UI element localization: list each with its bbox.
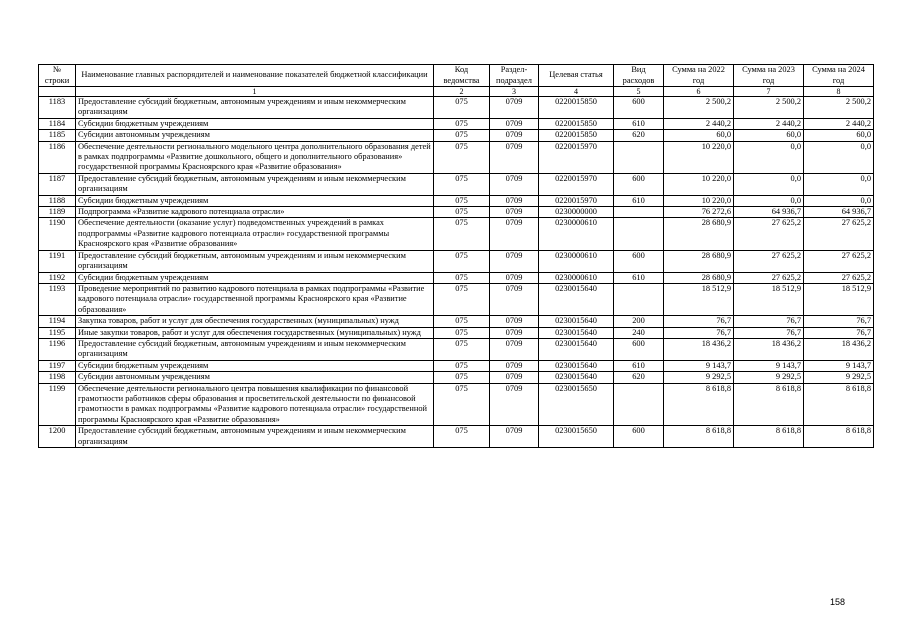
target-article-cell: 0230015640 [539,283,614,315]
table-row [39,118,874,129]
row-number-cell: 1189 [39,207,76,218]
row-number-cell: 1195 [39,327,76,338]
header-sum-2022: Сумма на 2022 год [664,65,734,87]
table-row [39,327,874,338]
expense-type-cell: 600 [614,426,664,448]
column-number [39,87,76,97]
sum-2024-cell: 27 625,2 [804,218,874,250]
sum-2022-cell: 76,7 [664,327,734,338]
table-row [39,250,874,272]
sum-2023-cell: 8 618,8 [734,383,804,426]
department-code-cell: 075 [434,383,490,426]
sum-2022-cell: 8 618,8 [664,426,734,448]
sum-2024-cell: 76,7 [804,327,874,338]
header-sum-2024: Сумма на 2024 год [804,65,874,87]
expense-type-cell: 610 [614,118,664,129]
table-row [39,97,874,119]
column-number: 5 [614,87,664,97]
section-cell: 0709 [490,316,539,327]
target-article-cell: 0230015650 [539,426,614,448]
department-code-cell: 075 [434,97,490,119]
row-name-cell: Обеспечение деятельности регионального центра повышения квалификации по финансовой грамотности работников сферы образования и просветительской деятельности по финансовой грамотности в рамках подпрограммы «Развитие кадрового потенциала отрасли» государственной программы Красноярского края «Развитие образования» [76,383,434,426]
row-name-cell: Предоставление субсидий бюджетным, автономным учреждениям и иным некоммерческим организациям [76,173,434,195]
department-code-cell: 075 [434,272,490,283]
page-number: 158 [830,597,846,607]
section-cell: 0709 [490,195,539,206]
expense-type-cell: 240 [614,327,664,338]
row-name-cell: Субсидии бюджетным учреждениям [76,360,434,371]
department-code-cell: 075 [434,327,490,338]
expense-type-cell: 600 [614,250,664,272]
header-expense-type: Вид расходов [614,65,664,87]
table-row [39,316,874,327]
sum-2023-cell: 27 625,2 [734,250,804,272]
table-row [39,372,874,383]
table-row [39,207,874,218]
header-name: Наименование главных распорядителей и наименование показателей бюджетной классификации [76,65,434,87]
sum-2022-cell: 9 292,5 [664,372,734,383]
row-name-cell: Подпрограмма «Развитие кадрового потенциала отрасли» [76,207,434,218]
sum-2023-cell: 27 625,2 [734,218,804,250]
expense-type-cell [614,141,664,173]
section-cell: 0709 [490,118,539,129]
row-name-cell: Обеспечение деятельности (оказание услуг) подведомственных учреждений в рамках подпрограммы «Развитие кадрового потенциала отрасли» государственной программы Красноярского края «Развитие образования» [76,218,434,250]
department-code-cell: 075 [434,195,490,206]
section-cell: 0709 [490,372,539,383]
department-code-cell: 075 [434,426,490,448]
target-article-cell: 0230015640 [539,372,614,383]
sum-2024-cell: 0,0 [804,141,874,173]
sum-2022-cell: 10 220,0 [664,195,734,206]
section-cell: 0709 [490,360,539,371]
expense-type-cell: 620 [614,130,664,141]
section-cell: 0709 [490,327,539,338]
section-cell: 0709 [490,218,539,250]
row-number-cell: 1196 [39,338,76,360]
header-section: Раздел-подраздел [490,65,539,87]
sum-2024-cell: 2 440,2 [804,118,874,129]
row-name-cell: Предоставление субсидий бюджетным, автономным учреждениям и иным некоммерческим организациям [76,426,434,448]
sum-2024-cell: 27 625,2 [804,250,874,272]
row-number-cell: 1191 [39,250,76,272]
expense-type-cell [614,383,664,426]
target-article-cell: 0230015640 [539,316,614,327]
column-number-row [39,87,874,97]
sum-2023-cell: 18 512,9 [734,283,804,315]
target-article-cell: 0220015970 [539,141,614,173]
sum-2022-cell: 2 440,2 [664,118,734,129]
sum-2024-cell: 60,0 [804,130,874,141]
row-number-cell: 1198 [39,372,76,383]
row-number-cell: 1186 [39,141,76,173]
department-code-cell: 075 [434,218,490,250]
department-code-cell: 075 [434,338,490,360]
row-name-cell: Иные закупки товаров, работ и услуг для обеспечения государственных (муниципальных) нужд [76,327,434,338]
row-number-cell: 1183 [39,97,76,119]
sum-2022-cell: 10 220,0 [664,141,734,173]
budget-table [38,64,874,448]
table-row [39,130,874,141]
sum-2024-cell: 27 625,2 [804,272,874,283]
row-name-cell: Субсидии бюджетным учреждениям [76,195,434,206]
table-row [39,195,874,206]
row-name-cell: Предоставление субсидий бюджетным, автономным учреждениям и иным некоммерческим организациям [76,338,434,360]
sum-2022-cell: 2 500,2 [664,97,734,119]
row-number-cell: 1187 [39,173,76,195]
table-row [39,338,874,360]
table-row [39,360,874,371]
section-cell: 0709 [490,207,539,218]
sum-2024-cell: 18 436,2 [804,338,874,360]
sum-2023-cell: 2 440,2 [734,118,804,129]
row-number-cell: 1192 [39,272,76,283]
target-article-cell: 0220015850 [539,118,614,129]
expense-type-cell: 610 [614,272,664,283]
sum-2023-cell: 27 625,2 [734,272,804,283]
department-code-cell: 075 [434,250,490,272]
sum-2022-cell: 18 436,2 [664,338,734,360]
department-code-cell: 075 [434,283,490,315]
target-article-cell: 0230000610 [539,272,614,283]
section-cell: 0709 [490,426,539,448]
section-cell: 0709 [490,250,539,272]
row-name-cell: Субсидии автономным учреждениям [76,372,434,383]
sum-2022-cell: 60,0 [664,130,734,141]
target-article-cell: 0230015640 [539,338,614,360]
row-number-cell: 1184 [39,118,76,129]
expense-type-cell: 600 [614,97,664,119]
sum-2022-cell: 8 618,8 [664,383,734,426]
sum-2024-cell: 9 143,7 [804,360,874,371]
row-name-cell: Обеспечение деятельности регионального модельного центра дополнительного образования детей в рамках подпрограммы «Развитие дошкольного, общего и дополнительного образования» государственной программы Красноярского края «Развитие образования» [76,141,434,173]
sum-2024-cell: 64 936,7 [804,207,874,218]
target-article-cell: 0220015970 [539,195,614,206]
sum-2023-cell: 0,0 [734,173,804,195]
table-header-row [39,65,874,87]
section-cell: 0709 [490,283,539,315]
row-name-cell: Предоставление субсидий бюджетным, автономным учреждениям и иным некоммерческим организациям [76,250,434,272]
sum-2023-cell: 9 143,7 [734,360,804,371]
row-name-cell: Закупка товаров, работ и услуг для обеспечения государственных (муниципальных) нужд [76,316,434,327]
row-number-cell: 1190 [39,218,76,250]
sum-2022-cell: 76 272,6 [664,207,734,218]
section-cell: 0709 [490,383,539,426]
row-number-cell: 1193 [39,283,76,315]
row-number-cell: 1199 [39,383,76,426]
sum-2023-cell: 76,7 [734,316,804,327]
sum-2022-cell: 28 680,9 [664,250,734,272]
sum-2022-cell: 18 512,9 [664,283,734,315]
target-article-cell: 0230015640 [539,360,614,371]
row-number-cell: 1185 [39,130,76,141]
expense-type-cell: 610 [614,360,664,371]
section-cell: 0709 [490,272,539,283]
row-name-cell: Субсидии автономным учреждениям [76,130,434,141]
column-number: 8 [804,87,874,97]
table-row [39,383,874,426]
department-code-cell: 075 [434,360,490,371]
expense-type-cell: 600 [614,173,664,195]
expense-type-cell: 610 [614,195,664,206]
column-number: 6 [664,87,734,97]
section-cell: 0709 [490,141,539,173]
row-number-cell: 1188 [39,195,76,206]
target-article-cell: 0220015850 [539,130,614,141]
section-cell: 0709 [490,130,539,141]
column-number: 3 [490,87,539,97]
header-row-number: № строки [39,65,76,87]
table-body [39,97,874,448]
row-number-cell: 1197 [39,360,76,371]
sum-2022-cell: 28 680,9 [664,272,734,283]
sum-2024-cell: 2 500,2 [804,97,874,119]
header-sum-2023: Сумма на 2023 год [734,65,804,87]
sum-2022-cell: 10 220,0 [664,173,734,195]
expense-type-cell [614,218,664,250]
sum-2022-cell: 28 680,9 [664,218,734,250]
table-row [39,218,874,250]
row-name-cell: Предоставление субсидий бюджетным, автономным учреждениям и иным некоммерческим организациям [76,97,434,119]
column-number: 4 [539,87,614,97]
column-number: 1 [76,87,434,97]
sum-2024-cell: 76,7 [804,316,874,327]
row-name-cell: Субсидии бюджетным учреждениям [76,272,434,283]
sum-2024-cell: 0,0 [804,173,874,195]
sum-2024-cell: 9 292,5 [804,372,874,383]
sum-2023-cell: 0,0 [734,141,804,173]
header-target-article: Целевая статья [539,65,614,87]
column-number: 7 [734,87,804,97]
sum-2023-cell: 76,7 [734,327,804,338]
row-number-cell: 1194 [39,316,76,327]
target-article-cell: 0230015650 [539,383,614,426]
sum-2023-cell: 9 292,5 [734,372,804,383]
sum-2023-cell: 64 936,7 [734,207,804,218]
department-code-cell: 075 [434,372,490,383]
expense-type-cell: 200 [614,316,664,327]
sum-2023-cell: 0,0 [734,195,804,206]
section-cell: 0709 [490,173,539,195]
header-department-code: Код ведомства [434,65,490,87]
target-article-cell: 0230000610 [539,218,614,250]
table-row [39,426,874,448]
table-row [39,283,874,315]
sum-2023-cell: 2 500,2 [734,97,804,119]
section-cell: 0709 [490,97,539,119]
row-name-cell: Проведение мероприятий по развитию кадрового потенциала в рамках подпрограммы «Развитие кадрового потенциала отрасли» государственной программы Красноярского края «Развитие образования» [76,283,434,315]
row-name-cell: Субсидии бюджетным учреждениям [76,118,434,129]
target-article-cell: 0220015850 [539,97,614,119]
sum-2023-cell: 60,0 [734,130,804,141]
sum-2024-cell: 8 618,8 [804,426,874,448]
expense-type-cell: 600 [614,338,664,360]
sum-2022-cell: 76,7 [664,316,734,327]
expense-type-cell [614,283,664,315]
expense-type-cell: 620 [614,372,664,383]
expense-type-cell [614,207,664,218]
section-cell: 0709 [490,338,539,360]
table-row [39,272,874,283]
target-article-cell: 0230000610 [539,250,614,272]
department-code-cell: 075 [434,141,490,173]
department-code-cell: 075 [434,207,490,218]
sum-2022-cell: 9 143,7 [664,360,734,371]
sum-2024-cell: 0,0 [804,195,874,206]
sum-2024-cell: 18 512,9 [804,283,874,315]
row-number-cell: 1200 [39,426,76,448]
column-number: 2 [434,87,490,97]
target-article-cell: 0220015970 [539,173,614,195]
department-code-cell: 075 [434,118,490,129]
target-article-cell: 0230000000 [539,207,614,218]
sum-2024-cell: 8 618,8 [804,383,874,426]
department-code-cell: 075 [434,316,490,327]
department-code-cell: 075 [434,173,490,195]
target-article-cell: 0230015640 [539,327,614,338]
table-row [39,141,874,173]
sum-2023-cell: 18 436,2 [734,338,804,360]
department-code-cell: 075 [434,130,490,141]
table-row [39,173,874,195]
sum-2023-cell: 8 618,8 [734,426,804,448]
